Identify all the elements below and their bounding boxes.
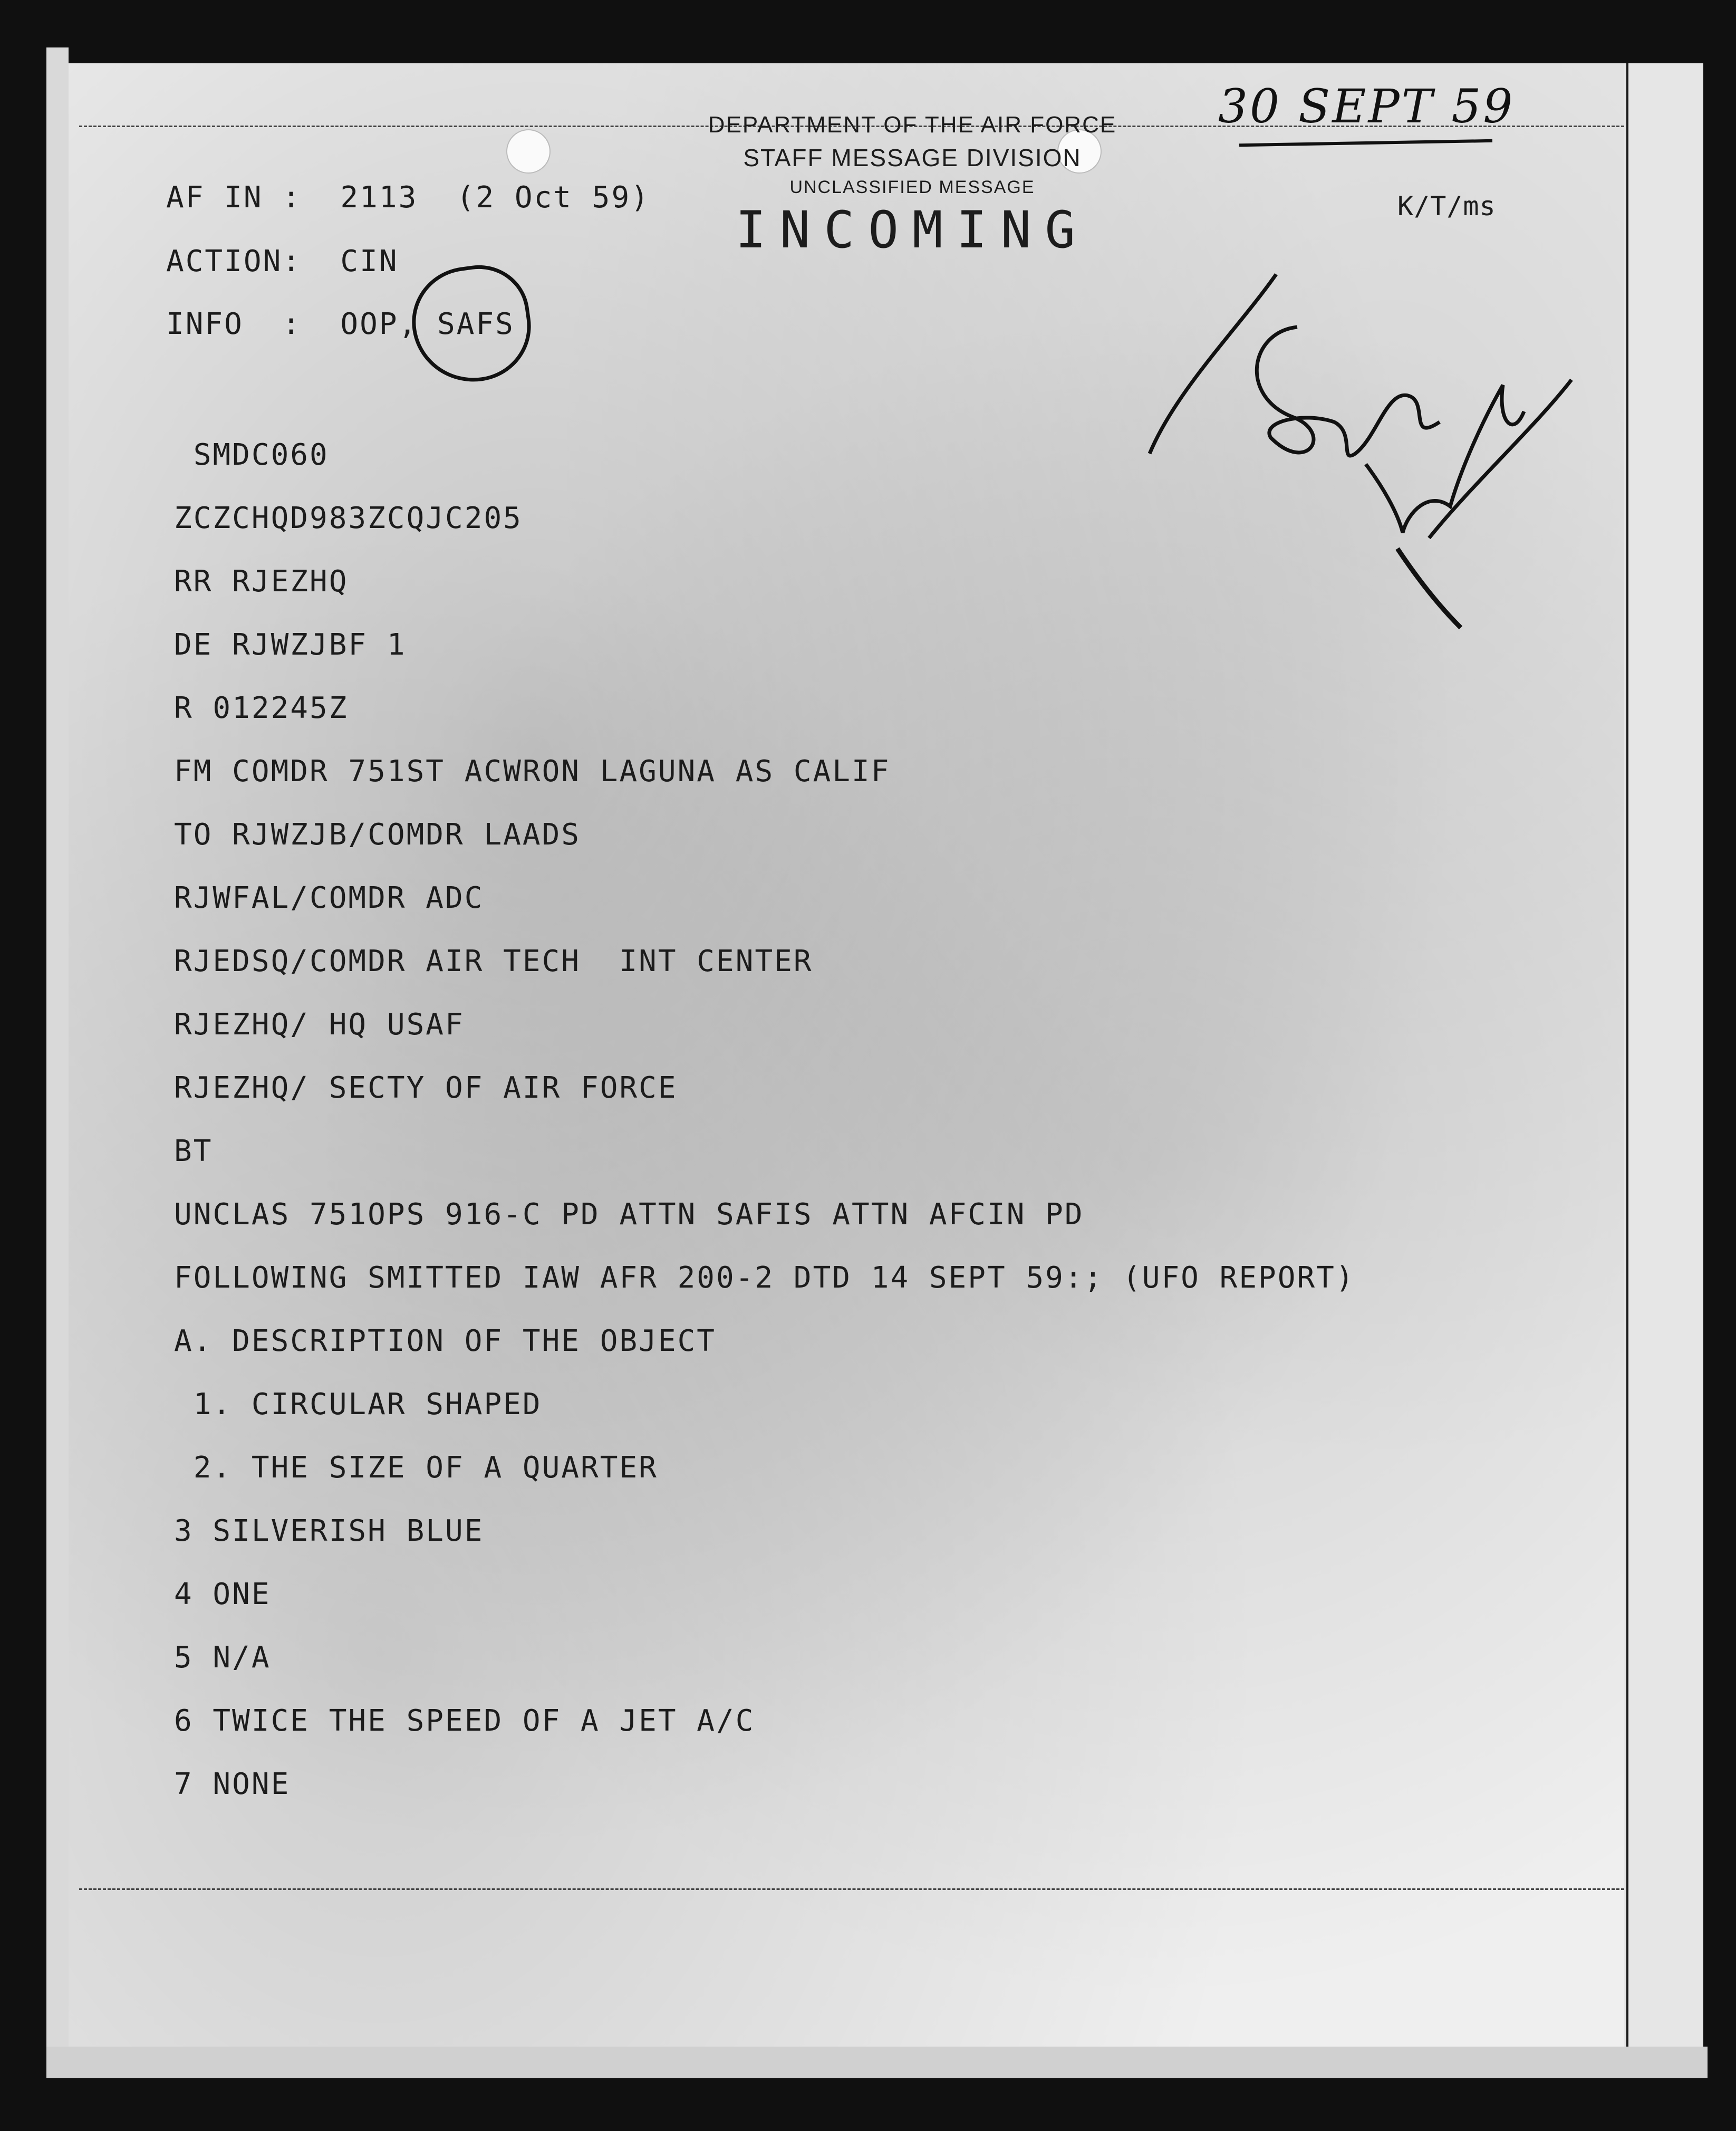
message-line: 4 ONE — [174, 1577, 271, 1611]
message-line: 5 N/A — [174, 1640, 271, 1675]
routing-code: K/T/ms — [1397, 191, 1496, 222]
scan-edge-bottom — [46, 2047, 1708, 2078]
message-line: SMDC060 — [174, 438, 329, 472]
handwritten-signature — [1134, 264, 1608, 644]
form-right-border — [1626, 63, 1628, 2047]
info-field: INFO : OOP, SAFS — [166, 307, 515, 341]
message-line: RJEZHQ/ HQ USAF — [174, 1007, 465, 1042]
message-line: ZCZCHQD983ZCQJC205 — [174, 501, 523, 535]
bottom-perforation-rule — [79, 1888, 1624, 1890]
message-line: TO RJWZJB/COMDR LAADS — [174, 818, 581, 852]
scan-edge-right — [1624, 63, 1703, 2078]
message-line: 2. THE SIZE OF A QUARTER — [174, 1451, 658, 1485]
message-line: 7 NONE — [174, 1767, 291, 1801]
message-line: RJEDSQ/COMDR AIR TECH INT CENTER — [174, 944, 813, 978]
message-line: FM COMDR 751ST ACWRON LAGUNA AS CALIF — [174, 754, 891, 789]
message-line: 1. CIRCULAR SHAPED — [174, 1387, 542, 1422]
incoming-heading: INCOMING — [735, 200, 1089, 260]
scan-edge-left — [46, 47, 69, 2078]
message-line: RJEZHQ/ SECTY OF AIR FORCE — [174, 1071, 678, 1105]
message-line: RJWFAL/COMDR ADC — [174, 881, 484, 915]
message-line: FOLLOWING SMITTED IAW AFR 200-2 DTD 14 SEPT 59:; (UFO REPORT) — [174, 1261, 1355, 1295]
department-heading: DEPARTMENT OF THE AIR FORCE — [708, 112, 1117, 138]
message-line: R 012245Z — [174, 691, 349, 725]
classification-heading: UNCLASSIFIED MESSAGE — [789, 177, 1035, 197]
message-line: RR RJEZHQ — [174, 564, 349, 599]
message-line: DE RJWZJBF 1 — [174, 628, 407, 662]
message-line: 6 TWICE THE SPEED OF A JET A/C — [174, 1704, 755, 1738]
division-heading: STAFF MESSAGE DIVISION — [743, 144, 1082, 171]
handwritten-date: 30 SEPT 59 — [1218, 79, 1515, 133]
message-line: UNCLAS 751OPS 916-C PD ATTN SAFIS ATTN AFCIN PD — [174, 1197, 1084, 1232]
message-line: BT — [174, 1134, 213, 1168]
message-line: 3 SILVERISH BLUE — [174, 1514, 484, 1548]
punch-hole — [506, 129, 551, 174]
message-line: A. DESCRIPTION OF THE OBJECT — [174, 1324, 717, 1358]
af-in-number: AF IN : 2113 (2 Oct 59) — [166, 180, 650, 215]
action-field: ACTION: CIN — [166, 244, 399, 279]
